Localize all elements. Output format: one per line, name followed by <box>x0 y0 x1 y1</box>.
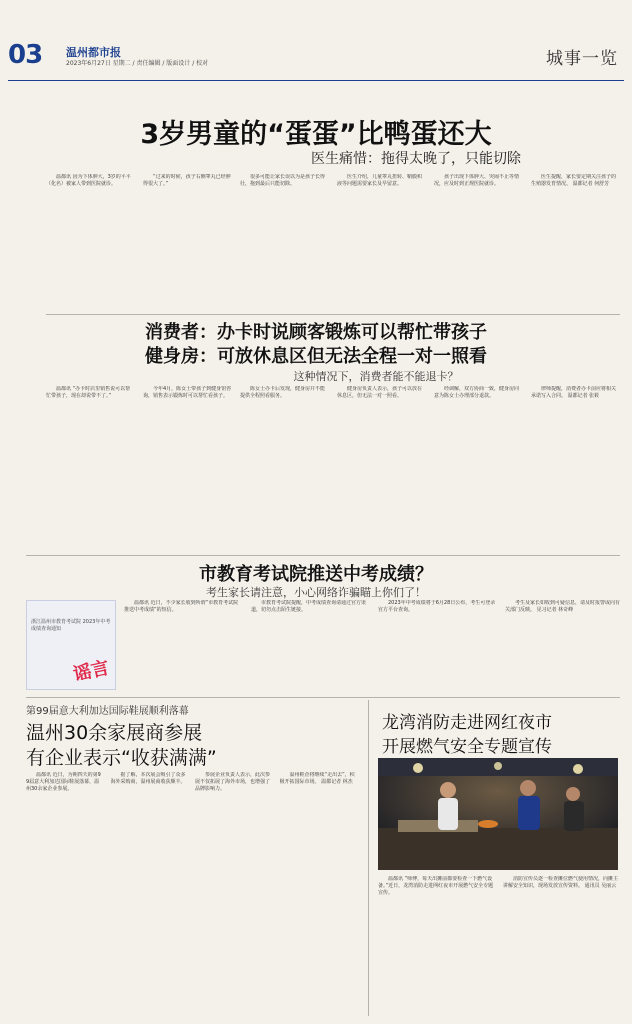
article4-column: 温都讯 近日，为期四天的第99届意大利加达国际鞋展落幕，温州30余家企业参展。 <box>26 772 101 792</box>
night-market-photo <box>378 758 618 870</box>
section-name: 城事一览 <box>546 49 618 69</box>
article1-column: 温都讯 因为下体肿大，3岁的平平（化名）被家人带到医院就诊。 <box>46 174 131 187</box>
article1-column: 医生介绍，儿童睾丸扭转、鞘膜积液等问题需要家长及早留意。 <box>337 174 423 187</box>
article2-column: 健身房负责人表示，孩子可以放在休息区，但无法一对一照看。 <box>337 386 423 399</box>
article1-column: “过来的时候，孩子右侧睾丸已经肿得很大了。” <box>143 174 231 187</box>
article3-image-caption: 浙江温州市教育考试院 2023年中考成绩查询通知 <box>31 619 111 632</box>
article3-column: 温都讯 近日，不少家长收到所谓“市教育考试院推送中考成绩”的短信。 <box>124 600 239 613</box>
article3-body <box>124 600 624 694</box>
masthead-rule <box>8 80 624 81</box>
masthead <box>0 0 632 78</box>
night-market-photo-art <box>378 758 618 870</box>
article2-column: 陈女士办卡后发现，健身房并不能提供全程照看服务。 <box>240 386 326 399</box>
article1-column: 医生提醒，家长要定期关注孩子的生殖器发育情况。 温都记者 何舒芳 <box>531 174 617 187</box>
article5-column: 温都讯 “师傅，每天出摊前都要检查一下燃气设备。”近日，龙湾消防走进网红夜市开展燃气安全专题宣传。 <box>378 876 494 896</box>
issue-meta: 2023年6月27日 星期二 / 责任编辑 / 版面设计 / 校对 <box>66 60 209 67</box>
article2-subheadline: 这种情况下，消费者能不能退卡？ <box>293 370 459 383</box>
article2-headline-line1: 消费者：办卡时说顾客锻炼可以帮忙带孩子 <box>145 322 487 343</box>
article1-headline: 3岁男童的“蛋蛋”比鸭蛋还大 <box>140 119 492 150</box>
article5-headline-line2: 开展燃气安全专题宣传 <box>382 737 552 757</box>
article2-column: 经调解，双方协商一致，健身房同意为陈女士办理部分退款。 <box>434 386 520 399</box>
article4-column: 参展企业负责人表示，此次参展不仅拓展了海外市场，也增强了品牌影响力。 <box>195 772 271 792</box>
article3-scam-image <box>26 600 116 690</box>
article2-headline-line2: 健身房：可放休息区但无法全程一对一照看 <box>145 346 487 367</box>
article3-headline: 市教育考试院推送中考成绩？ <box>199 564 433 585</box>
article2-column: 律师提醒，消费者办卡前应将相关承诺写入合同。 温都记者 张筱 <box>531 386 617 399</box>
article5-headline-line1: 龙湾消防走进网红夜市 <box>382 713 552 733</box>
article4-headline-line1: 温州30余家展商参展 <box>26 722 203 744</box>
article2-column: 今年4月，陈女士带孩子到健身馆咨询，销售表示锻炼时可以帮忙看孩子。 <box>143 386 232 399</box>
article1-column: 孩子出现下体肿大、哭闹不止等情况，应及时到正规医院就诊。 <box>434 174 520 187</box>
article2-body <box>46 386 620 552</box>
article5-body <box>378 876 620 1012</box>
article2-column: 温都讯 “办卡时店里销售说可以帮忙带孩子，现在却说带不了。” <box>46 386 131 399</box>
divider <box>26 697 620 698</box>
article1-column: 很多可能让家长误以为是孩子长得壮，拖到最后只能切除。 <box>240 174 326 187</box>
article3-subheadline: 考生家长请注意，小心网络诈骗瞄上你们了！ <box>206 586 426 599</box>
article4-kicker: 第99届意大利加达国际鞋展顺利落幕 <box>26 706 189 717</box>
column-divider <box>368 700 369 1016</box>
paper-name: 温州都市报 <box>66 46 121 59</box>
article1-subheadline: 医生痛惜：拖得太晚了，只能切除 <box>311 151 521 167</box>
article3-column: 考生及家长如收到可疑信息，请及时报警或向有关部门反映。 见习记者 林奇峰 <box>505 600 621 613</box>
rumor-stamp: 谣言 <box>71 657 112 686</box>
divider <box>26 555 620 556</box>
article4-column: 温州鞋企将继续“走出去”，积极开拓国际市场。 温都记者 林杰 <box>279 772 355 785</box>
article4-column: 据了解，本次展会吸引了众多海外采购商，温州展商收获颇丰。 <box>110 772 186 785</box>
article3-column: 2023年中考成绩将于6月28日公布，考生可登录官方平台查询。 <box>378 600 496 613</box>
article5-column: 消防宣传员逐一检查摊位燃气使用情况，向摊主讲解安全知识，现场发放宣传资料。 通讯员 吴丽云 <box>503 876 619 889</box>
article1-body <box>46 174 620 312</box>
article4-headline-line2: 有企业表示“收获满满” <box>26 747 217 769</box>
divider <box>46 314 620 315</box>
article4-body <box>26 772 356 1012</box>
page-number: 03 <box>8 40 43 70</box>
article3-column: 市教育考试院提醒，中考成绩查询请通过官方渠道，切勿点击陌生链接。 <box>251 600 367 613</box>
